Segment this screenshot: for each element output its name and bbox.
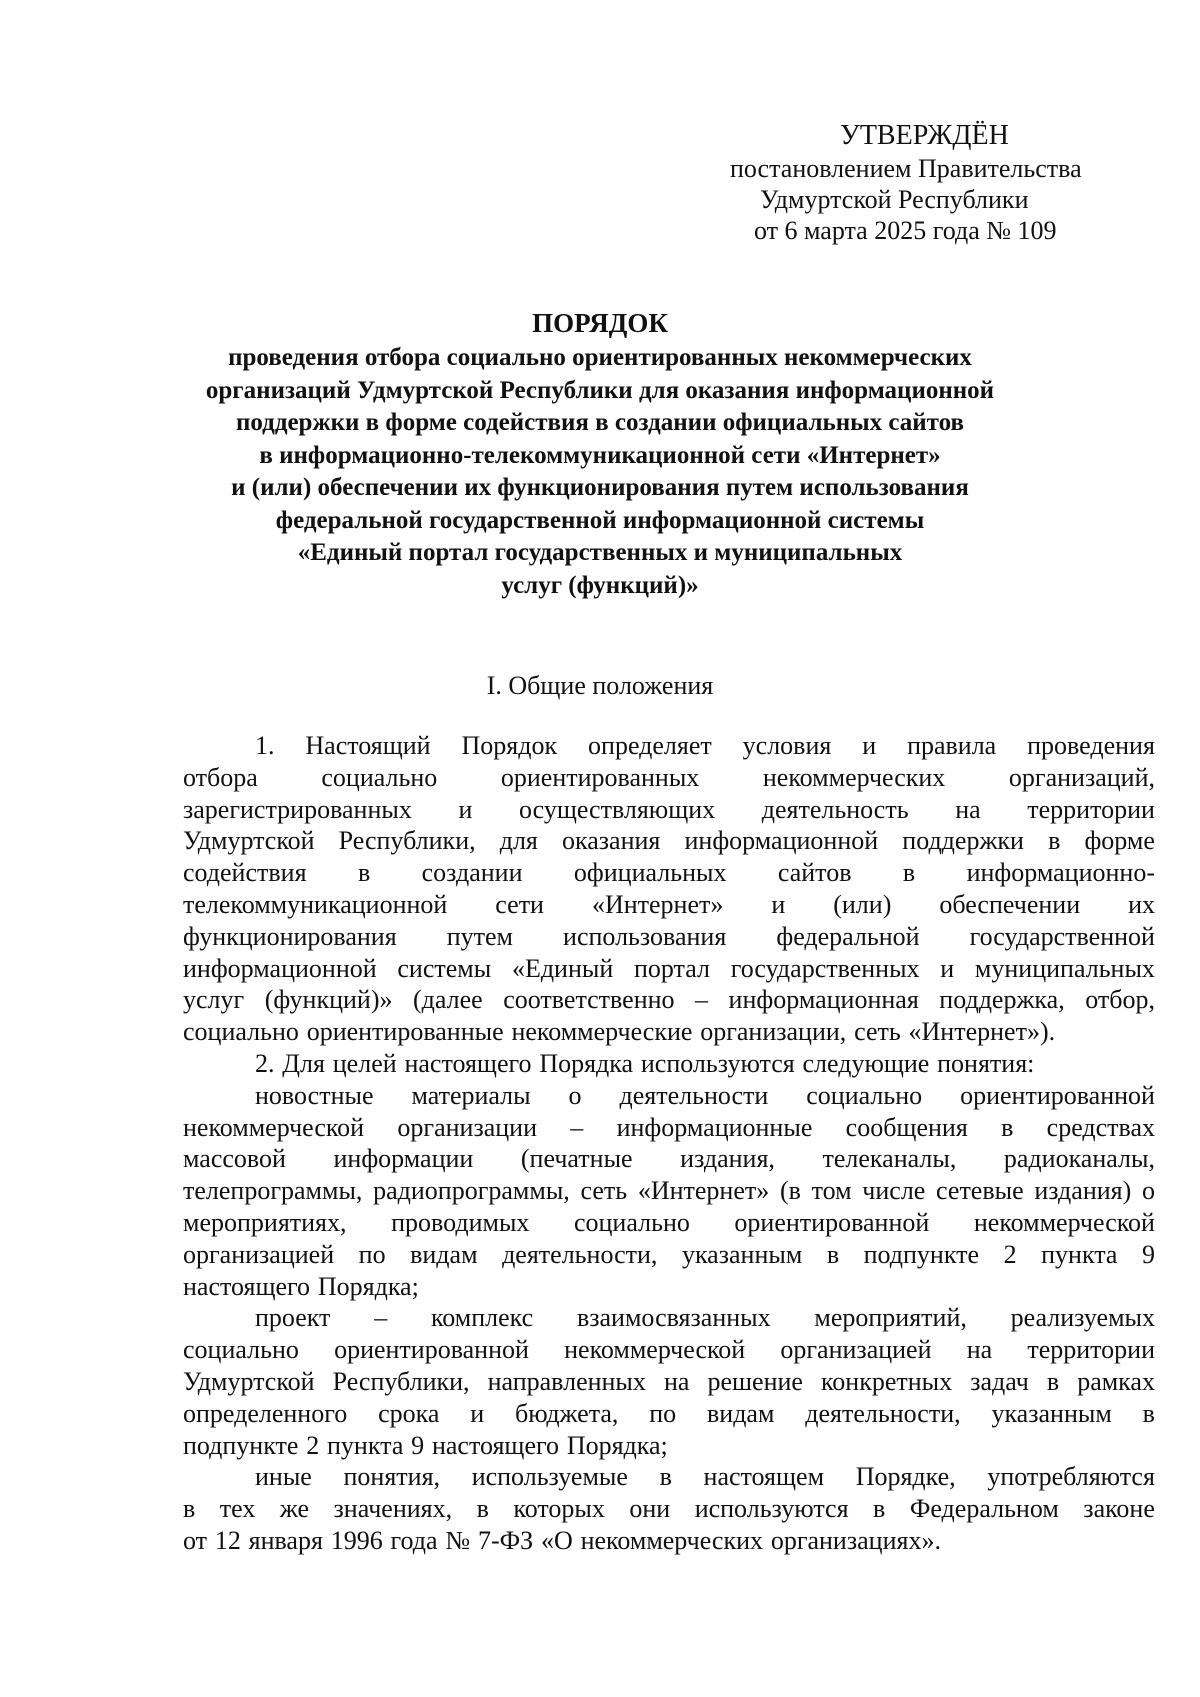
approval-line-1: постановлением Правительства: [730, 154, 1082, 183]
text-line: проект – комплекс взаимосвязанных мероприятий, реализуемых: [255, 1303, 1155, 1333]
text-line: зарегистрированных и осуществляющих деятельность на территории: [183, 794, 1155, 824]
text-line: подпункте 2 пункта 9 настоящего Порядка;: [183, 1430, 668, 1460]
subtitle-line: поддержки в форме содействия в создании официальных сайтов: [235, 409, 965, 436]
text-line: отбора социально ориентированных некоммерческих организаций,: [183, 762, 1155, 792]
text-line: от 12 января 1996 года № 7-ФЗ «О некоммерческих организациях».: [183, 1525, 941, 1555]
subtitle-line: услуг (функций)»: [501, 571, 699, 599]
text-line: услуг (функций)» (далее соответственно – информационная поддержка, отбор,: [183, 985, 1155, 1015]
text-line: Удмуртской Республики, направленных на решение конкретных задач в рамках: [183, 1366, 1155, 1396]
subtitle-line: в информационно-телекоммуникационной сети «Интернет»: [259, 441, 941, 469]
text-line: Удмуртской Республики, для оказания информационной поддержки в форме: [183, 826, 1155, 856]
text-line: телекоммуникационной сети «Интернет» и (или) обеспечении их: [183, 889, 1155, 919]
text-line: некоммерческой организации – информационные сообщения в средствах: [183, 1112, 1155, 1142]
subtitle-line: проведения отбора социально ориентированных некоммерческих: [228, 344, 972, 371]
section-heading: I. Общие положения: [486, 671, 714, 700]
document-subtitle: [150, 342, 1050, 602]
subtitle-line: организаций Удмуртской Республики для оказания информационной: [205, 376, 995, 404]
text-line: функционирования путем использования федеральной государственной: [183, 921, 1155, 951]
text-line: 2. Для целей настоящего Порядка используются следующие понятия:: [255, 1048, 1035, 1078]
subtitle-line: федеральной государственной информационной системы: [275, 506, 925, 534]
text-line: в тех же значениях, в которых они используются в Федеральном законе: [183, 1494, 1155, 1524]
paragraph: [183, 730, 1155, 1048]
text-line: новостные материалы о деятельности социально ориентированной: [255, 1080, 1155, 1110]
paragraph: [183, 1302, 1155, 1461]
text-line: содействия в создании официальных сайтов в информационно-: [183, 858, 1155, 888]
text-line: настоящего Порядка;: [183, 1271, 419, 1301]
document-title: ПОРЯДОК: [532, 308, 668, 338]
approval-line-2: Удмуртской Республики: [760, 185, 1029, 214]
text-line: иные понятия, используемые в настоящем Порядке, употребляются: [255, 1462, 1155, 1492]
paragraph: [183, 1080, 1155, 1303]
text-line: мероприятиях, проводимых социально ориентированной некоммерческой: [183, 1207, 1155, 1237]
approval-title: УТВЕРЖДЁН: [840, 120, 1009, 151]
text-line: 1. Настоящий Порядок определяет условия и правила проведения: [255, 731, 1155, 760]
text-line: организацией по видам деятельности, указанным в подпункте 2 пункта 9: [183, 1239, 1155, 1269]
document-body: [183, 730, 1155, 1557]
text-line: социально ориентированной некоммерческой организацией на территории: [183, 1335, 1155, 1365]
text-line: определенного срока и бюджета, по видам деятельности, указанным в: [183, 1398, 1155, 1428]
text-line: массовой информации (печатные издания, телеканалы, радиоканалы,: [183, 1144, 1155, 1174]
paragraph: [183, 1048, 1155, 1080]
text-line: телепрограммы, радиопрограммы, сеть «Интернет» (в том числе сетевые издания) о: [183, 1176, 1155, 1206]
subtitle-line: и (или) обеспечении их функционирования путем использования: [231, 474, 969, 501]
text-line: информационной системы «Единый портал государственных и муниципальных: [183, 953, 1155, 983]
text-line: социально ориентированные некоммерческие организации, сеть «Интернет»).: [183, 1017, 1056, 1047]
subtitle-line: «Единый портал государственных и муниципальных: [297, 539, 903, 566]
approval-stamp-block: [730, 120, 1130, 246]
approval-line-3: от 6 марта 2025 года № 109: [754, 216, 1057, 245]
paragraph: [183, 1461, 1155, 1556]
